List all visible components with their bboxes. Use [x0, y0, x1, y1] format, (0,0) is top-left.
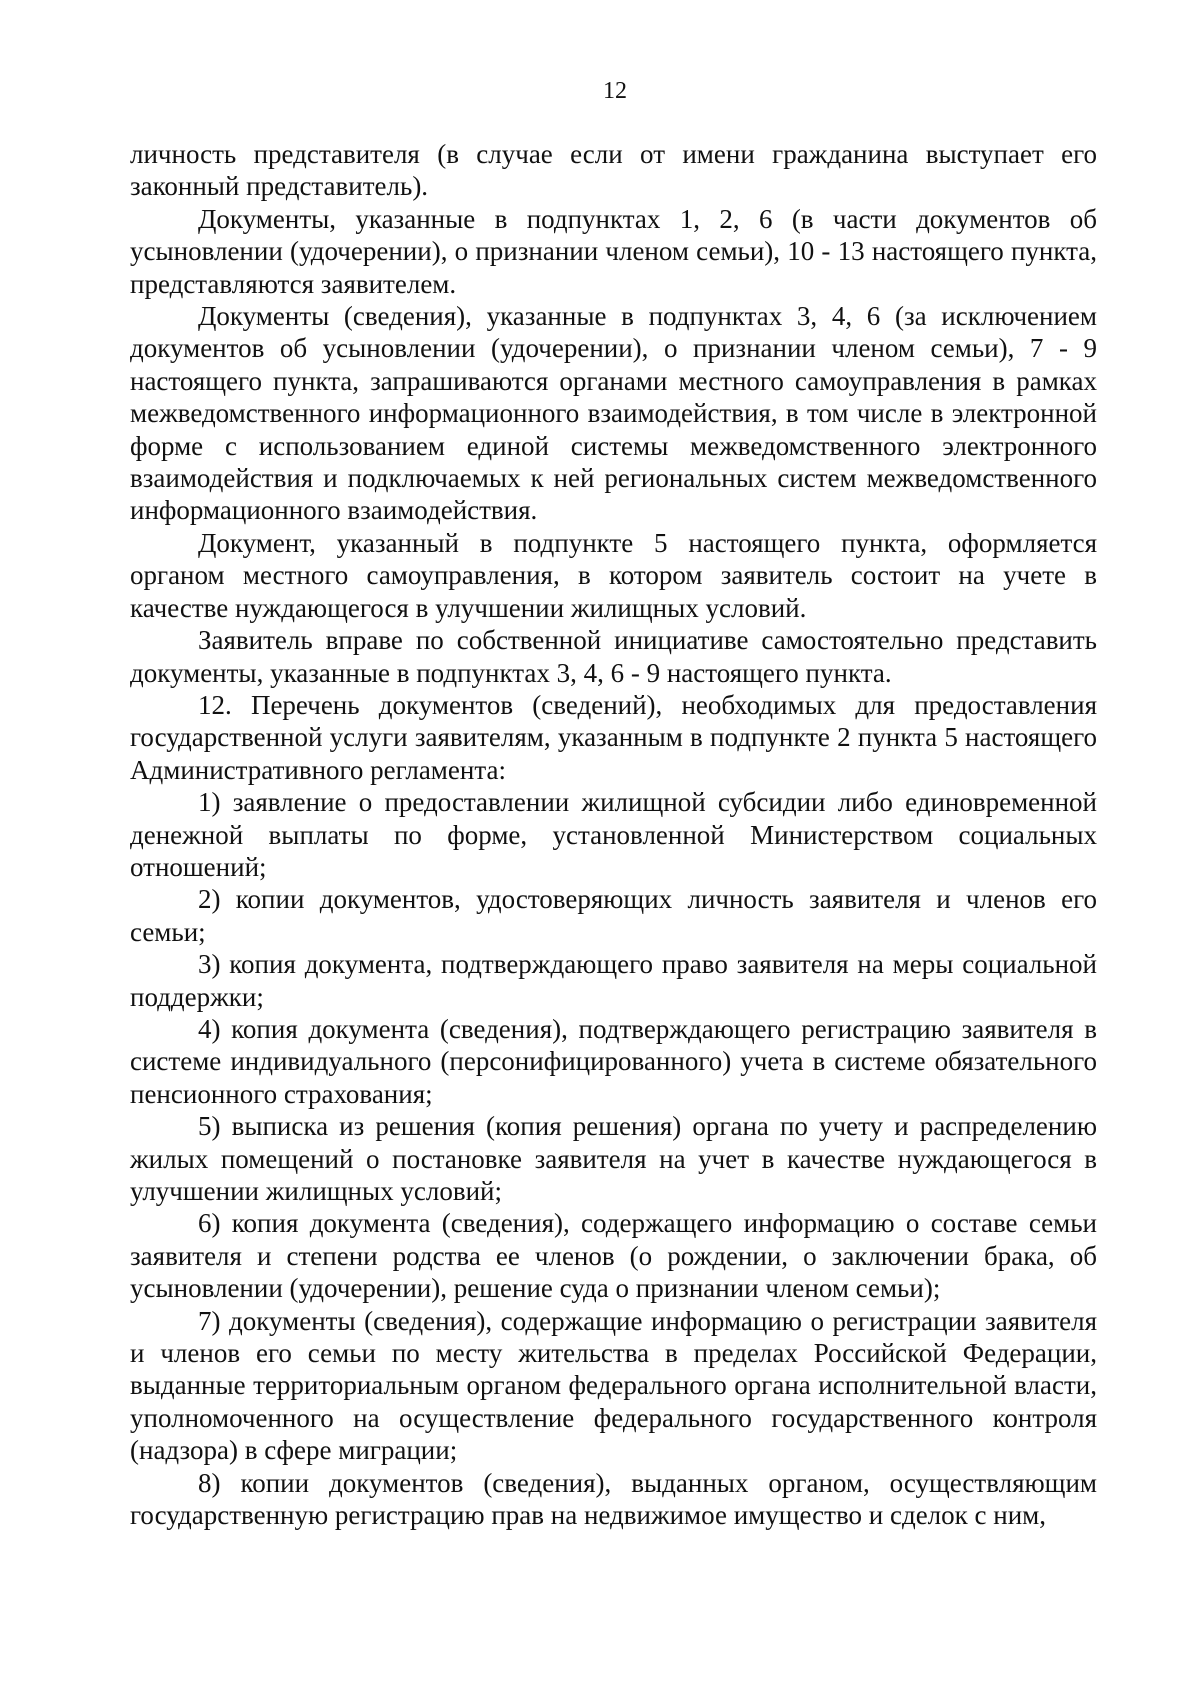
- list-item: 2) копии документов, удостоверяющих личность заявителя и членов его семьи;: [130, 884, 1097, 947]
- list-item: 3) копия документа, подтверждающего право заявителя на меры социальной поддержки;: [130, 949, 1097, 1012]
- list-item: 4) копия документа (сведения), подтверждающего регистрацию заявителя в системе индивидуального (персонифицированного) учета в системе обязательного пенсионного страхования;: [130, 1013, 1097, 1109]
- paragraph: Заявитель вправе по собственной инициативе самостоятельно представить документы, указанные в подпунктах 3, 4, 6 - 9 настоящего пункта.: [130, 625, 1097, 688]
- list-item: 7) документы (сведения), содержащие информацию о регистрации заявителя и членов его семьи по месту жительства в пределах Российской Федерации, выданные территориальным органом федерального органа исполнительной власти, уполномоченного на осуществление федерального государственного контроля (надзора) в сфере миграции;: [130, 1305, 1097, 1466]
- page-number: 12: [603, 78, 627, 104]
- section-heading-paragraph: 12. Перечень документов (сведений), необходимых для предоставления государственной услуги заявителям, указанным в подпункте 2 пункта 5 настоящего Административного регламента:: [130, 689, 1097, 785]
- paragraph: Документы, указанные в подпунктах 1, 2, 6 (в части документов об усыновлении (удочерении), о признании членом семьи), 10 - 13 настоящего пункта, представляются заявителем.: [130, 203, 1097, 299]
- paragraph: Документ, указанный в подпункте 5 настоящего пункта, оформляется органом местного самоуправления, в котором заявитель состоит на учете в качестве нуждающегося в улучшении жилищных условий.: [130, 527, 1097, 623]
- list-item: 5) выписка из решения (копия решения) органа по учету и распределению жилых помещений о постановке заявителя на учет в качестве нуждающегося в улучшении жилищных условий;: [130, 1111, 1097, 1206]
- list-item: 1) заявление о предоставлении жилищной субсидии либо единовременной денежной выплаты по форме, установленной Министерством социальных отношений;: [130, 787, 1097, 882]
- list-item: 8) копии документов (сведения), выданных органом, осуществляющим государственную регистрацию прав на недвижимое имущество и сделок с ним,: [130, 1467, 1097, 1531]
- paragraph: Документы (сведения), указанные в подпунктах 3, 4, 6 (за исключением документов об усыновлении (удочерении), о признании членом семьи), 7 - 9 настоящего пункта, запрашиваются органами местного самоуправления в рамках межведомственного информационного взаимодействия, в том числе в электронной форме с использованием единой системы межведомственного электронного взаимодействия и подключаемых к ней региональных систем межведомственного информационного взаимодействия.: [130, 301, 1097, 526]
- list-item: 6) копия документа (сведения), содержащего информацию о составе семьи заявителя и степени родства ее членов (о рождении, о заключении брака, об усыновлении (удочерении), решение суда о признании членом семьи);: [130, 1208, 1097, 1304]
- document-body: [130, 138, 1097, 1531]
- paragraph-continuation: личность представителя (в случае если от имени гражданина выступает его законный представитель).: [130, 139, 1097, 202]
